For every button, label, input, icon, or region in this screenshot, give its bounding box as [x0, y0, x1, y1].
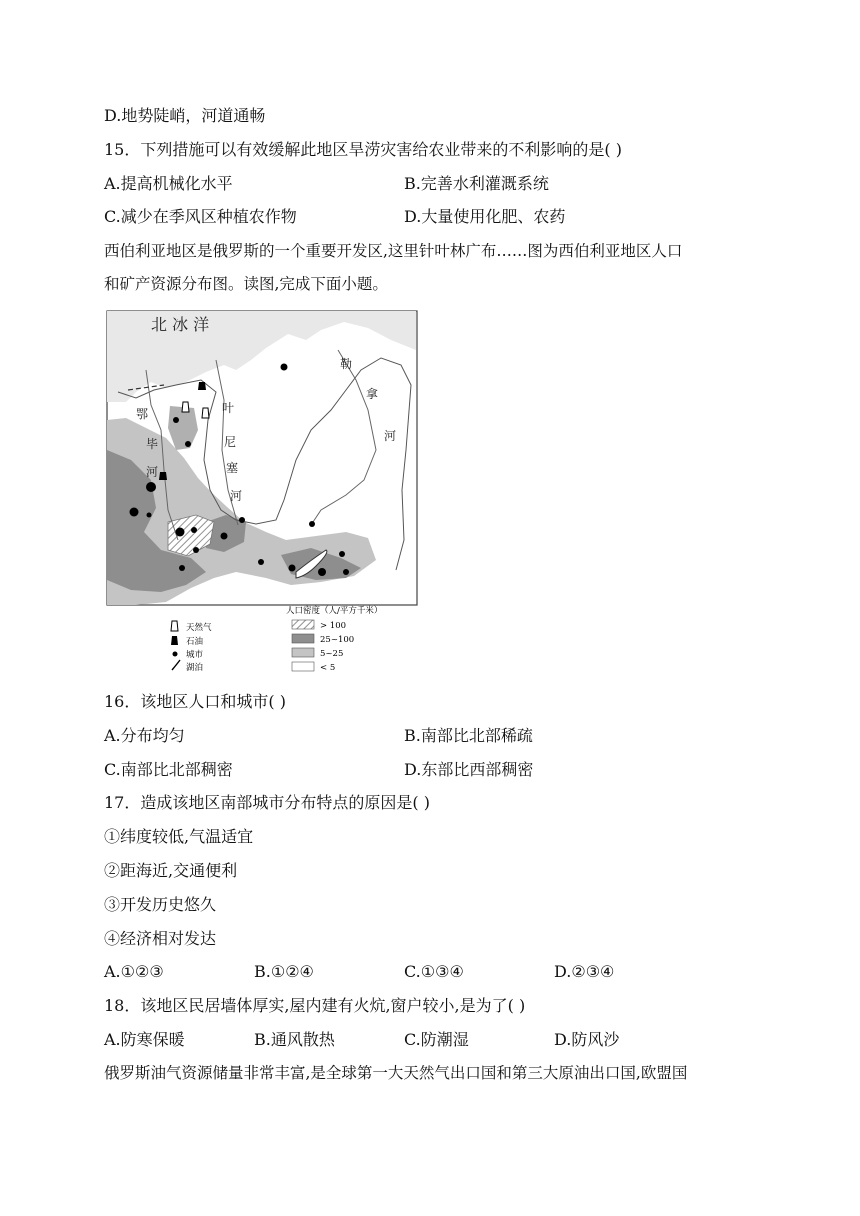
city [146, 482, 156, 492]
q16-option-a: A.分布均匀 [104, 726, 185, 745]
legend-d4: < 5 [320, 663, 336, 673]
q16-option-c: C.南部比北部稠密 [104, 760, 233, 779]
q17-option-a: A.①②③ [104, 962, 164, 981]
q18-option-c: C.防潮湿 [404, 1030, 469, 1049]
legend-d1: > 100 [320, 621, 347, 631]
q18-option-d: D.防风沙 [554, 1030, 620, 1049]
city [339, 551, 345, 557]
q16-option-d: D.东部比西部稠密 [404, 760, 534, 779]
city [179, 565, 185, 571]
label-ob: 河 [146, 465, 159, 479]
legend-swatch-dark [292, 634, 314, 643]
q16-option-b: B.南部比北部稀疏 [404, 726, 533, 745]
city [173, 417, 179, 423]
q18-stem: 18．该地区民居墙体厚实,屋内建有火炕,窗户较小,是为了( ) [104, 996, 526, 1015]
q17-item-4: ④经济相对发达 [104, 929, 217, 948]
gas-icon [182, 402, 189, 412]
city [221, 533, 228, 540]
city [343, 569, 349, 575]
map-legend [171, 605, 382, 673]
intro2-line1: 俄罗斯油气资源储量非常丰富,是全球第一大天然气出口国和第三大原油出口国,欧盟国 [104, 1064, 688, 1082]
legend-d3: 5~25 [320, 649, 344, 659]
legend-gas: 天然气 [186, 623, 212, 633]
q14-option-d: D.地势陡峭，河道通畅 [104, 106, 266, 125]
q17-option-d: D.②③④ [554, 962, 615, 981]
q18-option-b: B.通风散热 [254, 1030, 335, 1049]
city [309, 521, 315, 527]
oil-icon [159, 472, 167, 480]
legend-oil: 石油 [186, 637, 204, 647]
legend-city-icon [173, 652, 178, 657]
legend-lake-icon [172, 660, 180, 670]
city [289, 565, 296, 572]
q15-option-c: C.减少在季风区种植农作物 [104, 207, 297, 226]
legend-d2: 25~100 [320, 635, 355, 645]
label-lena: 河 [384, 429, 397, 443]
legend-density-title: 人口密度（人/平方千米） [286, 606, 383, 616]
city [239, 517, 245, 523]
label-ob: 鄂 [136, 407, 149, 421]
label-yenisei: 叶 [222, 401, 235, 415]
city [185, 441, 191, 447]
legend-city: 城市 [186, 650, 204, 660]
city [191, 527, 197, 533]
city [147, 513, 152, 518]
q17-item-3: ③开发历史悠久 [104, 895, 217, 914]
gas-icon [202, 408, 209, 418]
legend-swatch-white [292, 662, 314, 671]
label-yenisei: 河 [230, 489, 243, 503]
legend-lake: 湖泊 [186, 663, 204, 673]
q15-stem: 15．下列措施可以有效缓解此地区旱涝灾害给农业带来的不利影响的是( ) [104, 140, 622, 159]
label-lena: 拿 [366, 387, 379, 401]
q17-option-b: B.①②④ [254, 962, 314, 981]
legend-swatch-hatch [292, 620, 314, 629]
q18-option-a: A.防寒保暖 [104, 1030, 185, 1049]
q15-option-d: D.大量使用化肥、农药 [404, 207, 566, 226]
q17-item-1: ①纬度较低,气温适宜 [104, 827, 254, 846]
intro1-line2: 和矿产资源分布图。读图,完成下面小题。 [104, 275, 388, 293]
label-yenisei: 尼 [224, 435, 237, 449]
intro1-line1: 西伯利亚地区是俄罗斯的一个重要开发区,这里针叶林广布……图为西伯利亚地区人口 [104, 242, 683, 260]
legend-swatch-light [292, 648, 314, 657]
q17-option-c: C.①③④ [404, 962, 464, 981]
city [318, 568, 326, 576]
q15-option-b: B.完善水利灌溉系统 [404, 174, 549, 193]
q17-item-2: ②距海近,交通便利 [104, 861, 238, 880]
city [281, 364, 288, 371]
label-lena: 勒 [340, 357, 353, 371]
q17-stem: 17．造成该地区南部城市分布特点的原因是( ) [104, 793, 430, 812]
q15-option-a: A.提高机械化水平 [104, 174, 233, 193]
city [176, 528, 185, 537]
legend-gas-icon [171, 621, 178, 631]
city [130, 508, 139, 517]
label-ocean: 北 冰 洋 [151, 315, 210, 334]
legend-oil-icon [171, 636, 178, 645]
label-ob: 毕 [146, 437, 159, 451]
label-yenisei: 塞 [226, 461, 239, 475]
city [258, 559, 264, 565]
oil-icon [198, 382, 206, 390]
siberia-map [106, 310, 418, 680]
city [193, 547, 199, 553]
q16-stem: 16．该地区人口和城市( ) [104, 692, 286, 711]
